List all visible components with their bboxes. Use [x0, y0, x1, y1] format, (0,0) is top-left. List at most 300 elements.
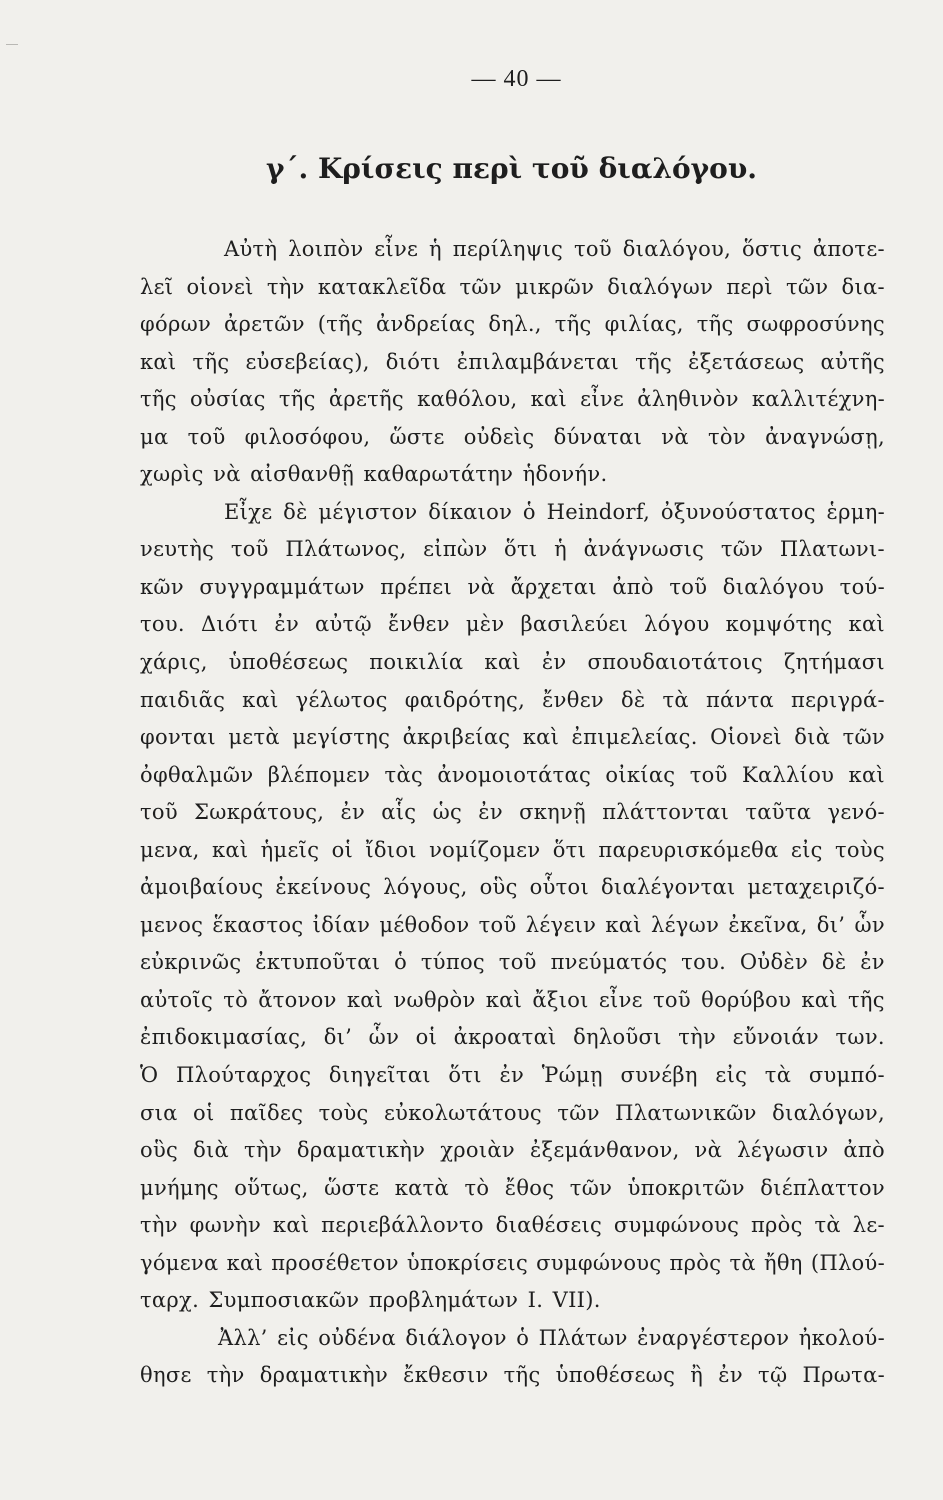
text-line	[140, 1320, 885, 1358]
word: I.	[527, 1288, 544, 1313]
word: τῆς	[503, 1363, 541, 1388]
word: καὶ	[530, 387, 568, 412]
word: γόμενα	[140, 1250, 219, 1275]
word: δηλοῦσι	[573, 1025, 662, 1050]
word: ἀπὸ	[612, 574, 654, 599]
word: Εἶχε	[224, 499, 273, 524]
text-line	[140, 606, 885, 644]
text-line	[140, 419, 885, 457]
word: τὸ	[464, 1175, 490, 1200]
word: φόρων	[140, 312, 212, 337]
word: καὶ	[242, 687, 279, 712]
word: οἰκίας	[605, 762, 676, 787]
word: μνήμης	[140, 1175, 219, 1200]
word: σπουδαιοτάτοις	[587, 650, 763, 675]
word: καὶ	[211, 837, 249, 862]
word: Διότι	[200, 612, 259, 637]
word: Πλάτωνος,	[285, 537, 407, 562]
word: διάλογον	[405, 1325, 507, 1350]
word: Συμποσιακῶν	[208, 1288, 360, 1313]
text-line	[140, 306, 885, 344]
word: ἕκαστος	[212, 912, 304, 937]
word: Ῥώμῃ	[541, 1063, 603, 1088]
word: ὑποθέσεως	[228, 650, 349, 675]
word: ἐναργέστερον	[637, 1325, 790, 1350]
word: διαθέσεις	[495, 1213, 603, 1238]
word: ἔνθεν	[387, 612, 450, 637]
word: τῶν	[569, 1175, 613, 1200]
word: οὕτως,	[234, 1175, 309, 1200]
word: περιγρά-	[791, 687, 885, 712]
word: ἐπιμελείας.	[571, 725, 698, 750]
word: τοῦ	[689, 762, 728, 787]
word: τὰ	[662, 687, 689, 712]
word: γέλωτος	[295, 687, 388, 712]
word: εὐκολωτάτους	[383, 1100, 542, 1125]
word: βασιλεύει	[520, 612, 629, 637]
word: ὀφθαλμῶν	[140, 762, 254, 787]
word: αὐτῷ	[315, 612, 372, 637]
text-line	[140, 794, 885, 832]
word: μέθοδον	[379, 912, 470, 937]
word: τῆς	[140, 387, 177, 412]
word: VII).	[552, 1288, 601, 1313]
word: φωνὴν	[189, 1213, 262, 1238]
word: ὁ	[394, 950, 408, 975]
word: πάντα	[705, 687, 775, 712]
word: ὥστε	[389, 424, 445, 449]
word: ἀμοιβαίους	[140, 875, 264, 900]
word: κομψότης	[725, 612, 833, 637]
word: μα	[140, 424, 169, 449]
text-line	[140, 1057, 885, 1095]
word: Πλούταρχος	[175, 1063, 312, 1088]
body-text	[140, 231, 885, 1395]
word: λόγους,	[383, 875, 468, 900]
word: δι’	[323, 1025, 353, 1050]
word: τὴν	[244, 1138, 282, 1163]
word: εἶνε	[598, 987, 643, 1012]
word: παρευρισκόμεθα	[598, 837, 779, 862]
word: φιλίας,	[604, 312, 684, 337]
word: (τῆς	[317, 312, 364, 337]
word: τὴν	[266, 274, 305, 299]
word: διὰ	[193, 1138, 230, 1163]
word: ἑρμη-	[826, 499, 885, 524]
text-line	[140, 1170, 885, 1208]
word: Πλατωνικῶν	[615, 1100, 757, 1125]
word: λέγειν	[525, 912, 597, 937]
word: νομίζομεν	[429, 837, 541, 862]
word: μενα,	[140, 837, 200, 862]
text-line	[140, 869, 885, 907]
word: αὐτοῖς	[140, 987, 214, 1012]
word: οἱ	[331, 837, 354, 862]
word: κατὰ	[394, 1175, 450, 1200]
word: ἡμεῖς	[260, 837, 320, 862]
word: ἀποτε-	[812, 237, 885, 261]
word: τὰ	[814, 1213, 841, 1238]
word: λέγων	[651, 912, 720, 937]
text-line	[140, 682, 885, 720]
word: τὴν	[206, 1363, 245, 1388]
word: ὑποκρίσεις	[406, 1250, 529, 1275]
word: κατακλεῖδα	[317, 274, 447, 299]
word: σκηνῇ	[519, 800, 586, 825]
word: τοῦ	[573, 237, 612, 261]
word: τοὺς	[834, 837, 885, 862]
word: ὅστις	[741, 237, 803, 261]
word: εὐσεβείας),	[245, 349, 370, 374]
word: ὑποθέσεως	[555, 1363, 676, 1388]
word: Σωκράτους,	[194, 800, 325, 825]
text-line	[140, 269, 885, 307]
text-line	[140, 494, 885, 532]
word: εἰς	[790, 837, 823, 862]
word: του.	[140, 612, 185, 637]
word: Πλατωνι-	[779, 537, 885, 562]
word: πρὸς	[669, 1250, 722, 1275]
word: αἰσθανθῇ	[250, 462, 355, 487]
text-line	[140, 456, 885, 494]
word: τῆς	[554, 312, 592, 337]
word: ἰδίαν	[312, 912, 371, 937]
word: του.	[681, 950, 727, 975]
word: διαλόγων	[607, 274, 714, 299]
word: αὐτῆς	[820, 349, 885, 374]
word: μεγίστης	[292, 725, 391, 750]
word: ταρχ.	[140, 1288, 200, 1313]
word: οἱ	[415, 1025, 438, 1050]
word: ἴδιοι	[365, 837, 417, 862]
word: περιεβάλλοντο	[321, 1213, 484, 1238]
word: ἡ	[429, 237, 442, 261]
word: ὅτι	[448, 1063, 482, 1088]
word: διαλόγου	[722, 574, 825, 599]
word: θορύβου	[701, 987, 792, 1012]
word: διαλόγων,	[772, 1100, 885, 1125]
word: αἷς	[381, 800, 417, 825]
text-line	[140, 644, 885, 682]
word: ὥστε	[324, 1175, 380, 1200]
word: καὶ	[848, 612, 885, 637]
word: πνεύματός	[550, 950, 668, 975]
word: ὀξυνούστατος	[660, 499, 816, 524]
word: εἰπὼν	[423, 537, 488, 562]
word: θησε	[140, 1363, 192, 1388]
word: ὅτι	[504, 537, 538, 562]
word: τὸν	[707, 424, 746, 449]
word: ὧν	[854, 912, 885, 937]
word: λόγου	[644, 612, 710, 637]
word: τοῦ	[140, 800, 178, 825]
text-line	[140, 231, 885, 269]
word: συμφώνους	[613, 1213, 740, 1238]
word: οὗτοι	[529, 875, 590, 900]
word: εἰς	[715, 1063, 748, 1088]
word: χροιὰν	[440, 1138, 515, 1163]
word: λεῖ	[140, 274, 174, 299]
word: τὰς	[384, 762, 424, 787]
word: ἄξιοι	[532, 987, 589, 1012]
word: ἡ	[554, 537, 567, 562]
word: διότι	[385, 349, 441, 374]
word: ἐπιδοκιμασίας,	[140, 1025, 308, 1050]
word: τῆς	[696, 312, 734, 337]
word: περίληψις	[452, 237, 564, 261]
text-line	[140, 344, 885, 382]
word: συνέβη	[620, 1063, 698, 1088]
word: κῶν	[140, 574, 184, 599]
word: ἀνδρείας	[376, 312, 476, 337]
word: ἐκείνους	[275, 875, 372, 900]
word: ὁ	[522, 499, 536, 524]
word: πρέπει	[380, 574, 452, 599]
word: ἔνθεν	[542, 687, 604, 712]
word: καὶ	[484, 650, 521, 675]
word: διὰ	[794, 725, 831, 750]
word: τῶν	[720, 537, 764, 562]
word: τύπος	[420, 950, 485, 975]
word: εὐκρινῶς	[140, 950, 242, 975]
text-line	[140, 381, 885, 419]
word: τῆς	[635, 349, 673, 374]
word: ὁ	[516, 1325, 530, 1350]
word: χάρις,	[140, 650, 208, 675]
text-line	[140, 1357, 885, 1395]
word: τοῦ	[669, 574, 708, 599]
word: φαιδρότης,	[404, 687, 526, 712]
word: καὶ	[485, 987, 523, 1012]
word: δραματικὴν	[259, 1363, 389, 1388]
word: ἡδονήν.	[522, 462, 608, 487]
word: καὶ	[346, 987, 384, 1012]
word: ἐν	[541, 650, 567, 675]
text-line	[140, 1207, 885, 1245]
word: Αὐτὴ	[224, 237, 278, 261]
text-line	[140, 907, 885, 945]
word: οὓς	[479, 875, 518, 900]
word: ἄρχεται	[510, 574, 597, 599]
word: καὶ	[605, 912, 642, 937]
word: διηγεῖται	[328, 1063, 431, 1088]
word: καθόλου,	[417, 387, 518, 412]
word: Καλλίου	[741, 762, 835, 787]
word: τοῦ	[187, 424, 226, 449]
word: ἄτονον	[258, 987, 337, 1012]
word: ἀρετῆς	[328, 387, 404, 412]
word: ὑποκριτῶν	[627, 1175, 745, 1200]
word: τοὺς	[318, 1100, 369, 1125]
word: ἔκθεσιν	[403, 1363, 489, 1388]
text-line	[140, 944, 885, 982]
text-line	[140, 1095, 885, 1133]
word: μέγιστον	[318, 499, 418, 524]
word: ἀναγνώσῃ,	[765, 424, 885, 449]
word: ἀνομοιοτάτας	[437, 762, 592, 787]
word: οἱ	[193, 1100, 215, 1125]
word: μεταχειριζό-	[747, 875, 885, 900]
word: παιδιᾶς	[140, 687, 226, 712]
word: δια-	[841, 274, 885, 299]
word: εἶνε	[580, 387, 625, 412]
word: ὅτι	[552, 837, 587, 862]
word: ταῦτα	[745, 800, 812, 825]
word: χωρὶς	[140, 462, 204, 487]
word: δύναται	[553, 424, 643, 449]
text-line	[140, 757, 885, 795]
word: ἐν	[340, 800, 366, 825]
word: τού-	[839, 574, 885, 599]
word: ἐν	[274, 612, 300, 637]
text-line	[140, 1282, 885, 1320]
word: τῆς	[278, 387, 316, 412]
word: τῶν	[557, 1100, 600, 1125]
word: καὶ	[272, 1213, 310, 1238]
word: ἐξετάσεως	[688, 349, 805, 374]
word: εἰς	[277, 1325, 309, 1350]
word: τῆς	[192, 349, 230, 374]
word: μενος	[140, 912, 204, 937]
word: τῷ	[758, 1363, 788, 1388]
section-heading: γ΄. Κρίσεις περὶ τοῦ διαλόγου.	[265, 152, 758, 185]
word: οὐδένα	[318, 1325, 396, 1350]
word: δι’	[816, 912, 846, 937]
word: λοιπὸν	[288, 237, 364, 261]
word: λε-	[852, 1213, 885, 1238]
word: δὲ	[620, 687, 646, 712]
word: ἐπιλαμβάνεται	[456, 349, 620, 374]
word: ἐκεῖνα,	[728, 912, 808, 937]
text-line	[140, 982, 885, 1020]
word: ἀνάγνωσις	[583, 537, 705, 562]
word: τοῦ	[230, 537, 269, 562]
word: πρὸς	[750, 1213, 803, 1238]
word: Ὁ	[140, 1063, 159, 1088]
word: δραματικὴν	[296, 1138, 426, 1163]
word: τῶν	[842, 725, 885, 750]
word: νὰ	[467, 574, 496, 599]
word: Πλάτων	[538, 1325, 628, 1350]
word: των.	[835, 1025, 885, 1050]
word: Οὐδὲν	[739, 950, 809, 975]
text-line	[140, 832, 885, 870]
word: νὰ	[694, 1138, 723, 1163]
word: ἤθη	[763, 1250, 803, 1275]
word: τὰ	[764, 1063, 792, 1088]
word: δίκαιον	[428, 499, 513, 524]
word: δὲ	[821, 950, 847, 975]
word: λέγωσιν	[737, 1138, 829, 1163]
word: διέπλαττον	[760, 1175, 885, 1200]
word: τῆς	[847, 987, 885, 1012]
word: νωθρὸν	[393, 987, 476, 1012]
word: ἢ	[690, 1363, 704, 1388]
word: τὴν	[678, 1025, 717, 1050]
word: ἐκτυποῦται	[255, 950, 381, 975]
word: διαλόγου,	[622, 237, 732, 261]
word: ἀκριβείας	[402, 725, 511, 750]
word: συγγραμμάτων	[199, 574, 365, 599]
word: προσέθετον	[271, 1250, 399, 1275]
word: περὶ	[726, 274, 773, 299]
word: καὶ	[140, 349, 177, 374]
word: τοῦ	[498, 950, 537, 975]
word: φιλοσόφου,	[244, 424, 371, 449]
word: νὰ	[661, 424, 689, 449]
word: Οἱονεὶ	[710, 725, 782, 750]
word: τῶν	[785, 274, 829, 299]
word: πλάττονται	[602, 800, 730, 825]
word: τὸ	[223, 987, 249, 1012]
word: καὶ	[522, 725, 560, 750]
word: τὴν	[140, 1213, 178, 1238]
word: βλέπομεν	[267, 762, 371, 787]
word: ὧν	[368, 1025, 400, 1050]
word: δηλ.,	[488, 312, 542, 337]
word: τοῦ	[653, 987, 691, 1012]
word: καὶ	[801, 987, 838, 1012]
word: οὐσίας	[189, 387, 266, 412]
word: εἶνε	[374, 237, 419, 261]
word: δὲ	[283, 499, 308, 524]
word: (Πλού-	[810, 1250, 885, 1275]
word: ζητήμασι	[783, 650, 885, 675]
word: καὶ	[848, 762, 885, 787]
word: καθαρωτάτην	[363, 462, 514, 487]
word: οἱονεὶ	[186, 274, 254, 299]
word: τὰ	[729, 1250, 756, 1275]
word: καὶ	[226, 1250, 264, 1275]
word: συμπό-	[808, 1063, 885, 1088]
word: τῶν	[459, 274, 502, 299]
text-line	[140, 569, 885, 607]
word: ἐν	[478, 800, 503, 825]
word: καλλιτέχνη-	[751, 387, 885, 412]
word: ἀληθινὸν	[637, 387, 739, 412]
margin-mark	[6, 44, 18, 45]
word: φονται	[140, 725, 216, 750]
word: Ἀλλ’	[218, 1325, 268, 1350]
word: ἐν	[718, 1363, 743, 1388]
word: ἀπὸ	[843, 1138, 885, 1163]
word: σια	[140, 1100, 178, 1125]
text-line	[140, 1245, 885, 1283]
word: μὲν	[465, 612, 505, 637]
page-number: — 40 —	[471, 66, 562, 92]
word: οὐδεὶς	[463, 424, 535, 449]
word: ἐν	[860, 950, 885, 975]
word: προβλημάτων	[368, 1288, 519, 1313]
text-line	[140, 719, 885, 757]
text-line	[140, 1132, 885, 1170]
word: οὓς	[140, 1138, 179, 1163]
word: παῖδες	[229, 1100, 304, 1125]
word: μετὰ	[228, 725, 280, 750]
word: ἔθος	[504, 1175, 555, 1200]
word: ἐν	[499, 1063, 525, 1088]
word: ἀκροαταὶ	[453, 1025, 557, 1050]
word: γενό-	[827, 800, 885, 825]
word: εὔνοιάν	[732, 1025, 819, 1050]
word: ἀρετῶν	[224, 312, 305, 337]
word: ἠκολού-	[798, 1325, 885, 1350]
word: διαλέγονται	[600, 875, 736, 900]
word: ποικιλία	[369, 650, 464, 675]
word: Πρωτα-	[802, 1363, 885, 1388]
word: Heindorf,	[546, 499, 651, 524]
word: ὡς	[432, 800, 463, 825]
